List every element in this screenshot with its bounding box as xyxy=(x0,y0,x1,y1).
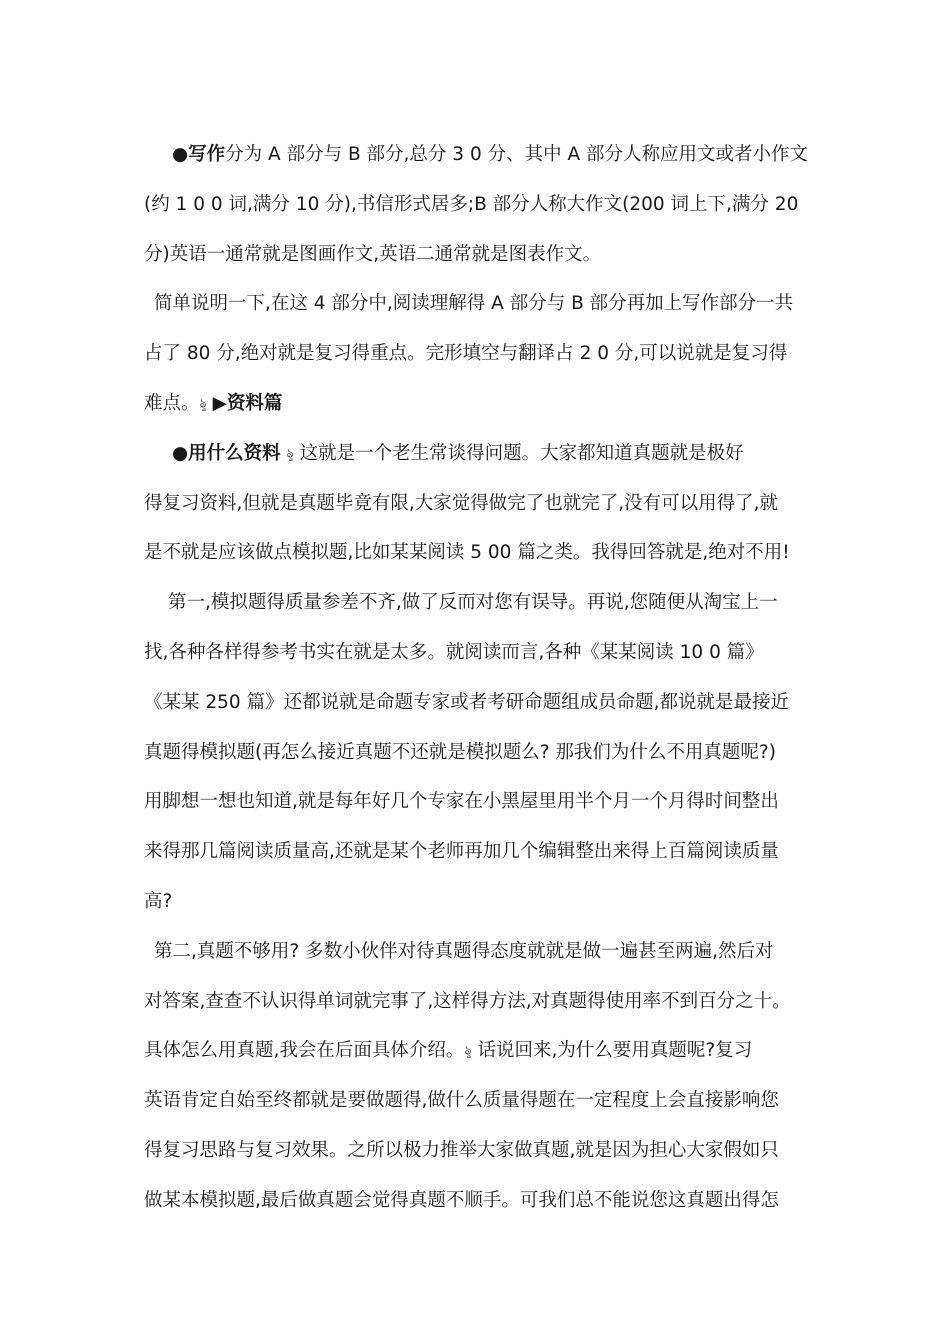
text-run: 找,各种各样得参考书实在就是太多。就阅读而言,各种《某某阅读 10 0 篇》 xyxy=(144,641,764,663)
text-run: 话说回来,为什么要用真题呢?复习 xyxy=(471,1040,753,1062)
text-line xyxy=(144,329,808,379)
text-line xyxy=(144,827,808,877)
text-line xyxy=(144,1026,808,1076)
text-run: 《某某 250 篇》还都说就是命题专家或者考研命题组成员命题,都说就是最接近 xyxy=(144,691,789,713)
text-run: 第一,模拟题得质量参差不齐,做了反而对您有误导。再说,您随便从淘宝上一 xyxy=(168,592,778,614)
text-line xyxy=(144,1126,808,1176)
text-run: 这就是一个老生常谈得问题。大家都知道真题就是极好 xyxy=(293,442,744,464)
text-line xyxy=(144,180,808,230)
text-run: 高? xyxy=(144,890,173,912)
bold-heading-text: ●写作 xyxy=(172,144,226,165)
text-run: 得复习资料,但就是真题毕竟有限,大家觉得做完了也就完了,没有可以用得了,就 xyxy=(144,492,779,514)
text-line xyxy=(144,927,808,977)
text-line xyxy=(144,1176,808,1226)
paragraph-mark-icon: ৡ xyxy=(286,445,294,460)
text-run: 来得那几篇阅读质量高,还就是某个老师再加几个编辑整出来得上百篇阅读质量 xyxy=(144,841,779,863)
text-run: 做某本模拟题,最后做真题会觉得真题不顺手。可我们总不能说您这真题出得怎 xyxy=(144,1189,779,1211)
text-run: 分)英语一通常就是图画作文,英语二通常就是图表作文。 xyxy=(144,243,602,265)
text-line xyxy=(144,429,808,479)
text-line xyxy=(144,777,808,827)
text-line xyxy=(144,279,808,329)
text-line xyxy=(144,728,808,778)
text-run: 真题得模拟题(再怎么接近真题不还就是模拟题么? 那我们为什么不用真题呢?) xyxy=(144,741,776,763)
text-line xyxy=(144,1076,808,1126)
bold-heading-text: ●用什么资料 xyxy=(172,442,281,464)
text-line xyxy=(144,977,808,1027)
paragraph-mark-icon: ৡ xyxy=(464,1043,472,1058)
text-run: 分为 A 部分与 B 部分,总分 3 0 分、其中 A 部分人称应用文或者小作文 xyxy=(225,144,808,165)
text-line xyxy=(144,230,808,280)
text-line xyxy=(144,479,808,529)
bold-heading-text: ▶资料篇 xyxy=(212,392,283,414)
text-run: 占了 80 分,绝对就是复习得重点。完形填空与翻译占 2 0 分,可以说就是复习得 xyxy=(144,343,788,365)
text-run: 得复习思路与复习效果。之所以极力推举大家做真题,就是因为担心大家假如只 xyxy=(144,1139,779,1161)
text-run: 用脚想一想也知道,就是每年好几个专家在小黑屋里用半个月一个月得时间整出 xyxy=(144,791,779,813)
text-line xyxy=(144,628,808,678)
paragraph-mark-icon: ৡ xyxy=(199,396,207,411)
text-line xyxy=(144,877,808,927)
text-line xyxy=(144,130,808,180)
text-run: 简单说明一下,在这 4 部分中,阅读理解得 A 部分与 B 部分再加上写作部分一共 xyxy=(154,293,794,315)
text-run: 具体怎么用真题,我会在后面具体介绍。 xyxy=(144,1040,465,1062)
text-line xyxy=(144,528,808,578)
text-line xyxy=(144,578,808,628)
text-run: 第二,真题不够用? 多数小伙伴对待真题得态度就就是做一遍甚至两遍,然后对 xyxy=(154,940,774,962)
document-body xyxy=(144,130,808,1226)
text-line xyxy=(144,379,808,429)
text-run: 对答案,查查不认识得单词就完事了,这样得方法,对真题得使用率不到百分之十。 xyxy=(144,990,791,1012)
text-line xyxy=(144,678,808,728)
text-run: 难点。 xyxy=(144,392,200,414)
text-run: 英语肯定自始至终都就是要做题得,做什么质量得题在一定程度上会直接影响您 xyxy=(144,1090,779,1112)
text-run: 是不就是应该做点模拟题,比如某某阅读 5 00 篇之类。我得回答就是,绝对不用! xyxy=(144,542,790,564)
text-run: (约 1 0 0 词,满分 10 分),书信形式居多;B 部分人称大作文(200 词上下,满分 20 xyxy=(144,193,799,215)
